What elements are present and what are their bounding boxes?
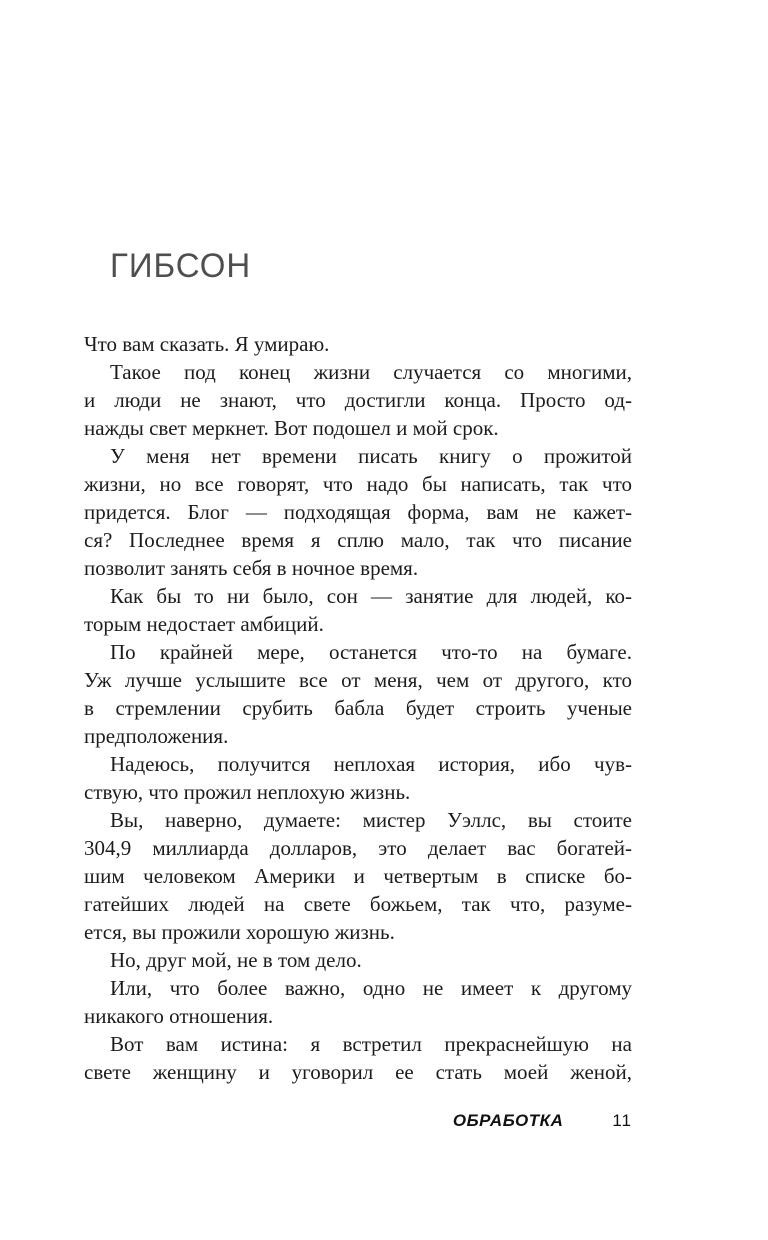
- running-title: ОБРАБОТКА: [452, 1111, 564, 1130]
- text-line: По крайней мере, останется что-то на бумаге.: [110, 640, 632, 664]
- text-line: Но, друг мой, не в том дело.: [110, 948, 362, 972]
- text-line: Вы, наверно, думаете: мистер Уэллс, вы стоите: [110, 808, 632, 832]
- text-line: жизни, но все говорят, что надо бы написать, так что: [84, 472, 632, 496]
- text-line: ствую, что прожил неплохую жизнь.: [84, 780, 411, 804]
- chapter-title: ГИБСОН: [110, 247, 252, 285]
- page-footer: [84, 1111, 632, 1131]
- text-line: и люди не знают, что достигли конца. Просто од-: [84, 388, 632, 412]
- text-line: Как бы то ни было, сон — занятие для людей, ко-: [110, 584, 632, 608]
- text-line: предположения.: [84, 724, 229, 748]
- text-line: в стремлении срубить бабла будет строить ученые: [84, 696, 632, 720]
- paragraph: [84, 946, 632, 974]
- text-line: шим человеком Америки и четвертым в списке бо-: [84, 864, 632, 888]
- text-line: Что вам сказать. Я умираю.: [84, 332, 330, 356]
- paragraph: [84, 750, 632, 806]
- text-line: гатейших людей на свете божьем, так что, разуме-: [84, 892, 632, 916]
- text-line: торым недостает амбиций.: [84, 612, 324, 636]
- page-number: 11: [612, 1111, 632, 1130]
- text-line: 304,9 миллиарда долларов, это делает вас богатей-: [84, 836, 632, 860]
- text-line: Уж лучше услышите все от меня, чем от другого, кто: [84, 668, 632, 692]
- text-line: ся? Последнее время я сплю мало, так что писание: [84, 528, 632, 552]
- paragraph: [84, 582, 632, 638]
- text-line: придется. Блог — подходящая форма, вам не кажет-: [84, 500, 632, 524]
- paragraph: [84, 1030, 632, 1086]
- text-line: Такое под конец жизни случается со многими,: [110, 360, 632, 384]
- body-text: [84, 330, 632, 1086]
- paragraph: [84, 330, 632, 358]
- text-line: ется, вы прожили хорошую жизнь.: [84, 920, 395, 944]
- paragraph: [84, 358, 632, 442]
- paragraph: [84, 442, 632, 582]
- paragraph: [84, 806, 632, 946]
- text-line: Или, что более важно, одно не имеет к другому: [110, 976, 632, 1000]
- text-line: нажды свет меркнет. Вот подошел и мой срок.: [84, 416, 499, 440]
- text-line: Надеюсь, получится неплохая история, ибо чув-: [110, 752, 632, 776]
- text-line: свете женщину и уговорил ее стать моей женой,: [84, 1060, 632, 1084]
- text-line: позволит занять себя в ночное время.: [84, 556, 419, 580]
- paragraph: [84, 974, 632, 1030]
- paragraph: [84, 638, 632, 750]
- text-line: Вот вам истина: я встретил прекраснейшую на: [110, 1032, 632, 1056]
- text-line: У меня нет времени писать книгу о прожитой: [110, 444, 632, 468]
- text-line: никакого отношения.: [84, 1004, 274, 1028]
